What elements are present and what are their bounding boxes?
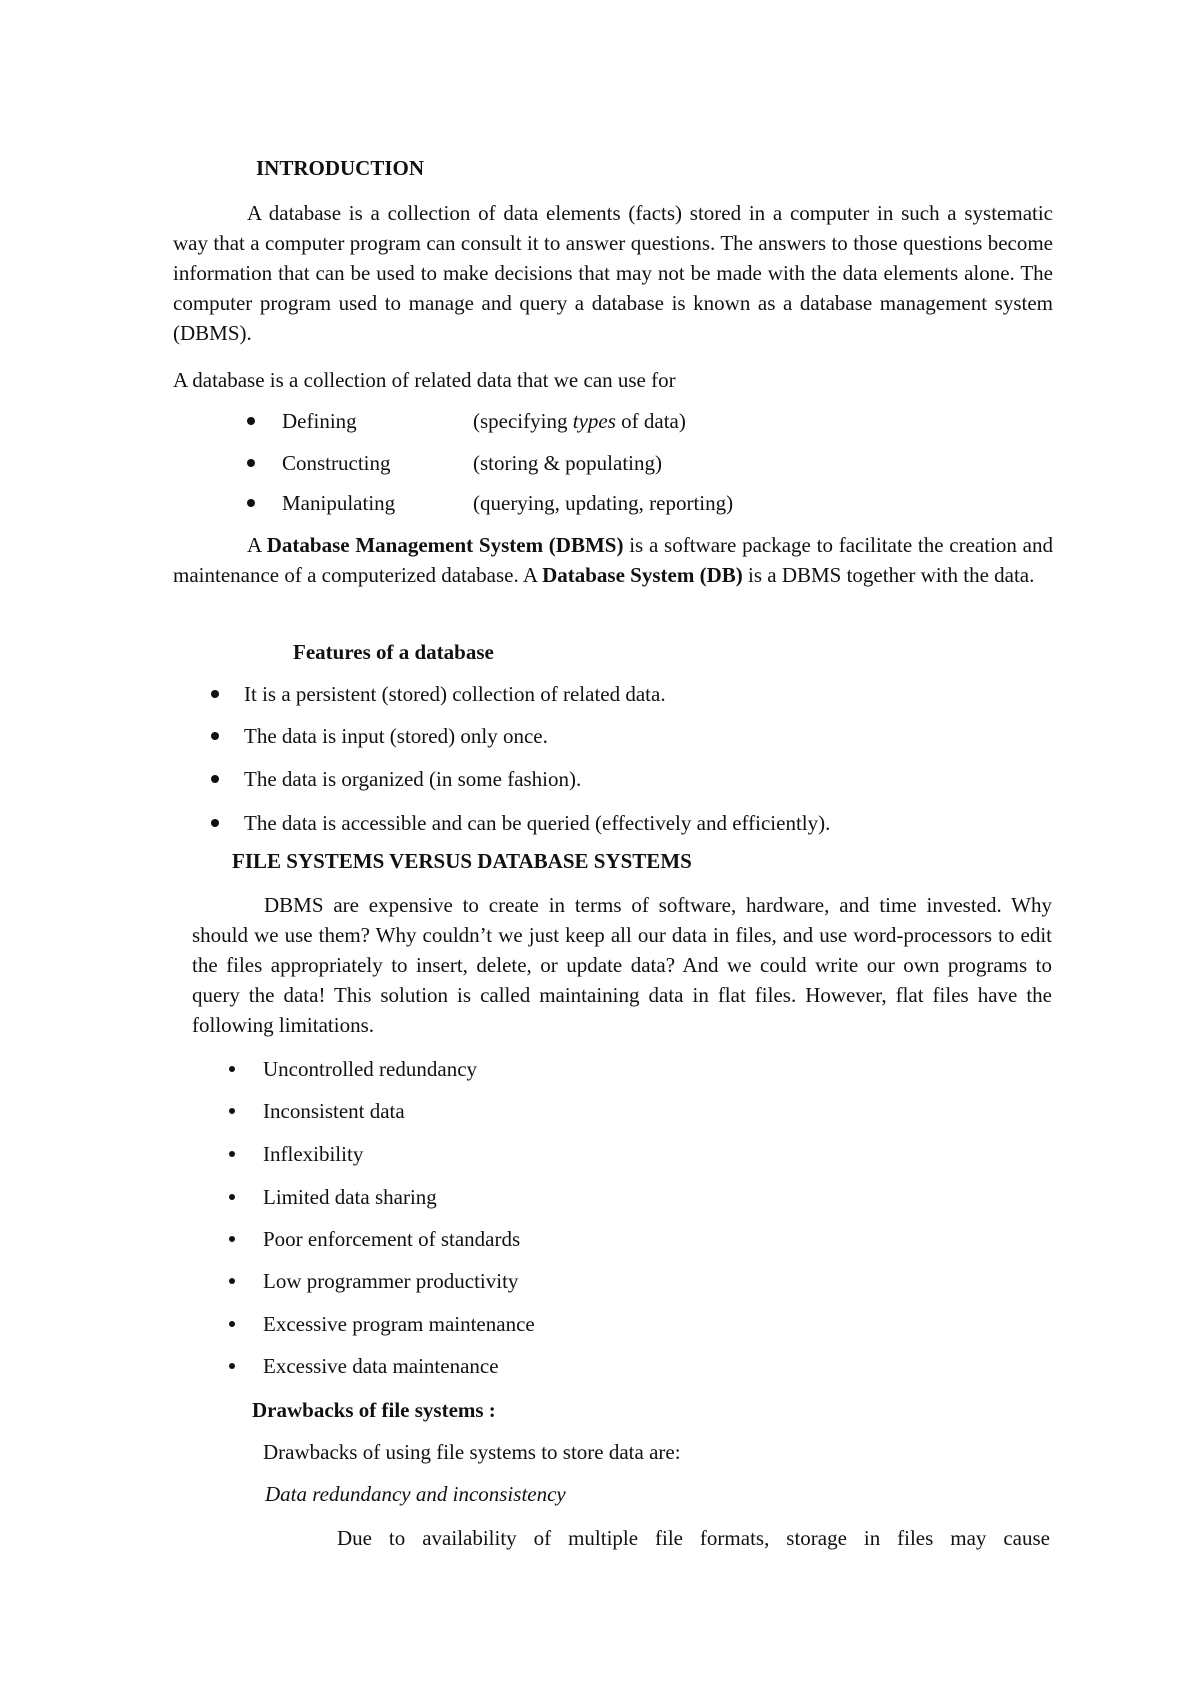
dbms-paragraph: A Database Management System (DBMS) is a software package to facilitate the creation and maintenance of a computerized database. A Database System (DB) is a DBMS together with the data. [173, 533, 1053, 587]
drawbacks-text: Due to availability of multiple file formats, storage in files may cause [337, 1526, 1050, 1550]
bullet-icon [247, 417, 255, 425]
list-item [226, 1054, 926, 1084]
use-desc: (storing & populating) [473, 451, 662, 475]
drawbacks-heading: Drawbacks of file systems : [252, 1398, 496, 1422]
list-item [206, 808, 1066, 838]
list-item [206, 764, 1066, 794]
bullet-icon [211, 732, 219, 740]
feature-text: It is a persistent (stored) collection of related data. [244, 682, 666, 706]
list-item [226, 1182, 926, 1212]
use-desc: (querying, updating, reporting) [473, 491, 734, 515]
list-item [245, 406, 845, 436]
bullet-icon [229, 1278, 235, 1284]
bullet-icon [229, 1321, 235, 1327]
bullet-icon [211, 775, 219, 783]
feature-text: The data is input (stored) only once. [244, 724, 548, 748]
bullet-icon [247, 499, 255, 507]
use-desc: (specifying types of data) [473, 409, 686, 433]
list-item [245, 448, 845, 478]
limitation-text: Excessive data maintenance [263, 1354, 499, 1378]
introduction-heading: INTRODUCTION [256, 156, 425, 180]
list-item [226, 1224, 926, 1254]
bullet-icon [247, 459, 255, 467]
bullet-icon [229, 1236, 235, 1242]
feature-text: The data is organized (in some fashion). [244, 767, 582, 791]
drawbacks-intro: Drawbacks of using file systems to store data are: [263, 1440, 681, 1464]
limitation-text: Uncontrolled redundancy [263, 1057, 478, 1081]
list-item [206, 679, 1066, 709]
limitation-text: Low programmer productivity [263, 1269, 519, 1293]
limitation-text: Excessive program maintenance [263, 1312, 535, 1336]
list-item [206, 721, 1066, 751]
features-heading: Features of a database [293, 640, 494, 664]
limitation-text: Inconsistent data [263, 1099, 405, 1123]
limitation-text: Poor enforcement of standards [263, 1227, 521, 1251]
list-item [226, 1351, 926, 1381]
use-term: Defining [282, 409, 357, 433]
bullet-icon [229, 1194, 235, 1200]
feature-text: The data is accessible and can be queried (effectively and efficiently). [244, 811, 831, 835]
bullet-icon [211, 690, 219, 698]
list-item [226, 1096, 926, 1126]
use-term: Manipulating [282, 491, 396, 515]
drawbacks-subheading: Data redundancy and inconsistency [265, 1482, 566, 1506]
introduction-lead: A database is a collection of related data that we can use for [173, 368, 676, 392]
file-systems-paragraph: DBMS are expensive to create in terms of software, hardware, and time invested. Why should we use them? Why couldn’t we just keep all our data in files, and use word-processors to edit the files appropriately to insert, delete, or update data? And we could write our own programs to query the data! This solution is called maintaining data in flat files. However, flat files have the following limitations. [192, 893, 1052, 1037]
limitation-text: Inflexibility [263, 1142, 364, 1166]
bullet-icon [211, 819, 219, 827]
list-item [226, 1266, 926, 1296]
limitation-text: Limited data sharing [263, 1185, 437, 1209]
list-item [226, 1139, 926, 1169]
list-item [226, 1309, 926, 1339]
introduction-paragraph: A database is a collection of data elements (facts) stored in a computer in such a systematic way that a computer program can consult it to answer questions. The answers to those questions become information that can be used to make decisions that may not be made with the data elements alone. The computer program used to manage and query a database is known as a database management system (DBMS). [173, 201, 1053, 345]
bullet-icon [229, 1151, 235, 1157]
list-item [245, 488, 845, 518]
bullet-icon [229, 1108, 235, 1114]
bullet-icon [229, 1363, 235, 1369]
file-systems-heading: FILE SYSTEMS VERSUS DATABASE SYSTEMS [232, 849, 692, 873]
use-term: Constructing [282, 451, 391, 475]
bullet-icon [229, 1066, 235, 1072]
